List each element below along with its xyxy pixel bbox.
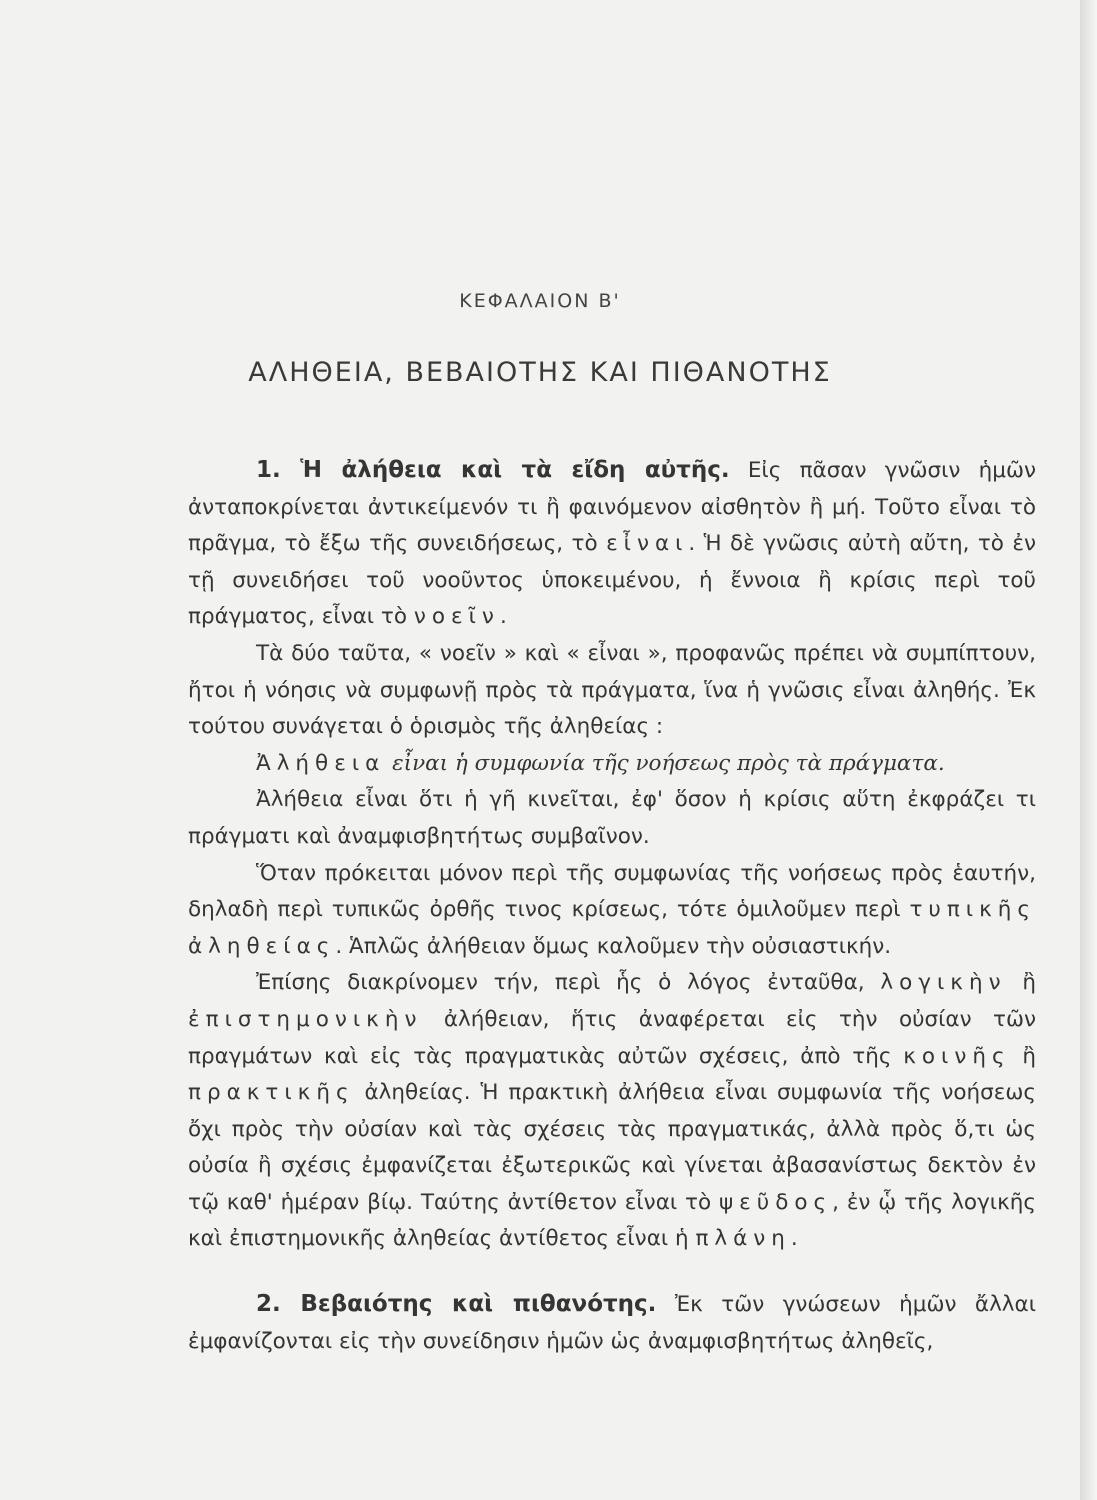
emphasized-term: ἐπιστημονικὴν [188,1006,423,1032]
text-run: , ἐν ᾧ τῆς λογικῆς καὶ ἐπιστημονικῆς ἀληθείας ἀντίθετος εἶναι ἡ [188,1189,1036,1252]
text-run: ἢ [1010,1043,1036,1069]
section-heading-2: 2. Βεβαιότης καὶ πιθανότης. [256,1291,657,1318]
emphasized-term: πρακτικῆς [188,1080,355,1106]
definition-text: εἶναι ἡ συμφωνία τῆς νοήσεως πρὸς τὰ πράγματα. [385,750,945,776]
text-run: Ἐκ τῶν γνώσεων ἡμῶν ἄλλαι ἐμφανίζονται εἰς τὴν συνείδησιν ἡμῶν ὡς ἀναμφισβητήτως ἀληθεῖς, [188,1292,1036,1354]
emphasized-term: ψεῦδος [718,1189,833,1215]
emphasized-term: Ἀλήθεια [256,750,386,776]
text-run: . Ἁπλῶς ἀλήθειαν ὅμως καλοῦμεν τὴν οὐσιαστικήν. [335,933,892,959]
emphasized-term: τυπικῆς ἀληθείας [188,897,1036,959]
emphasized-term: εἶναι [606,531,689,557]
text-run: ἢ [1006,970,1036,996]
page-edge [1080,0,1097,1500]
text-run: ἀλήθειαν, ἥτις ἀναφέρεται εἰς τὴν οὐσίαν τῶν πραγμάτων καὶ εἰς τὰς πραγματικὰς αὐτῶν σχέσεις, ἀπὸ τῆς [188,1006,1036,1069]
paragraph [188,965,1036,1258]
chapter-label: ΚΕΦΑΛΑΙΟΝ Β' [459,290,621,312]
paragraph: Τὰ δύο ταῦτα, « νοεῖν » καὶ « εἶναι », προφανῶς πρέπει νὰ συμπίπτουν, ἤτοι ἡ νόησις νὰ συμφωνῇ πρὸς τὰ πράγματα, ἵνα ἡ γνῶσις εἶναι ἀληθής. Ἐκ τούτου συνάγεται ὁ ὁρισμὸς τῆς ἀληθείας : [188,640,1036,740]
body-text [188,452,1036,1360]
chapter-title: ΑΛΗΘΕΙΑ, ΒΕΒΑΙΟΤΗΣ ΚΑΙ ΠΙΘΑΝΟΤΗΣ [248,357,832,388]
section-heading-1: 1. Ἡ ἀλήθεια καὶ τὰ εἴδη αὐτῆς. [256,457,730,483]
paragraph-section1-intro [188,452,1036,636]
text-run: Ὅταν πρόκειται μόνον περὶ τῆς συμφωνίας τῆς νοήσεως πρὸς ἑαυτήν, δηλαδὴ περὶ τυπικῶς ὀρθῆς τινος κρίσεως, τότε ὁμιλοῦμεν περὶ [188,860,1036,923]
text-run: . [499,604,507,630]
paragraph-section2-intro [188,1286,1036,1360]
emphasized-term: κοινῆς [903,1043,1011,1069]
emphasized-term: νοεῖν [413,604,500,630]
text-run: . Ἡ δὲ γνῶσις αὐτὴ αὔτη, τὸ ἐν τῇ συνειδήσει τοῦ νοοῦντος ὑποκειμένου, ἡ ἔννοια ἢ κρίσις περὶ τοῦ πράγματος, εἶναι τὸ [188,531,1037,630]
text-run: ἀληθείας. Ἡ πρακτικὴ ἀλήθεια εἶναι συμφωνία τῆς νοήσεως ὄχι πρὸς τὴν οὐσίαν καὶ τὰς σχέσεις τὰς πραγματικάς, ἀλλὰ πρὸς ὅ,τι ὡς οὐσία ἢ σχέσις ἐμφανίζεται ἐξωτερικῶς καὶ γίνεται ἀβασανίστως δεκτὸν ἐν τῷ καθ' ἡμέραν βίῳ. Ταύτης ἀντίθετον εἶναι τὸ [188,1080,1036,1215]
paragraph: Ἀλήθεια εἶναι ὅτι ἡ γῆ κινεῖται, ἐφ' ὅσον ἡ κρίσις αὕτη ἐκφράζει τι πράγματι καὶ ἀναμφισβητήτως συμβαῖνον. [188,787,1036,849]
emphasized-term: πλάνη [695,1226,791,1252]
text-run: Εἰς πᾶσαν γνῶσιν ἡμῶν ἀνταποκρίνεται ἀντικείμενόν τι ἢ φαινόμενον αἰσθητὸν ἢ μή. Τοῦτο εἶναι τὸ πρᾶγμα, τὸ ἔξω τῆς συνειδήσεως, τὸ [188,458,1036,557]
section-gap [188,1258,1036,1286]
text-run: . [790,1226,798,1252]
text-run: Ἐπίσης διακρίνομεν τήν, περὶ ἧς ὁ λόγος ἐνταῦθα, [256,970,881,996]
emphasized-term: λογικὴν [880,970,1007,996]
definition-paragraph [188,746,1036,783]
paragraph [188,856,1036,966]
